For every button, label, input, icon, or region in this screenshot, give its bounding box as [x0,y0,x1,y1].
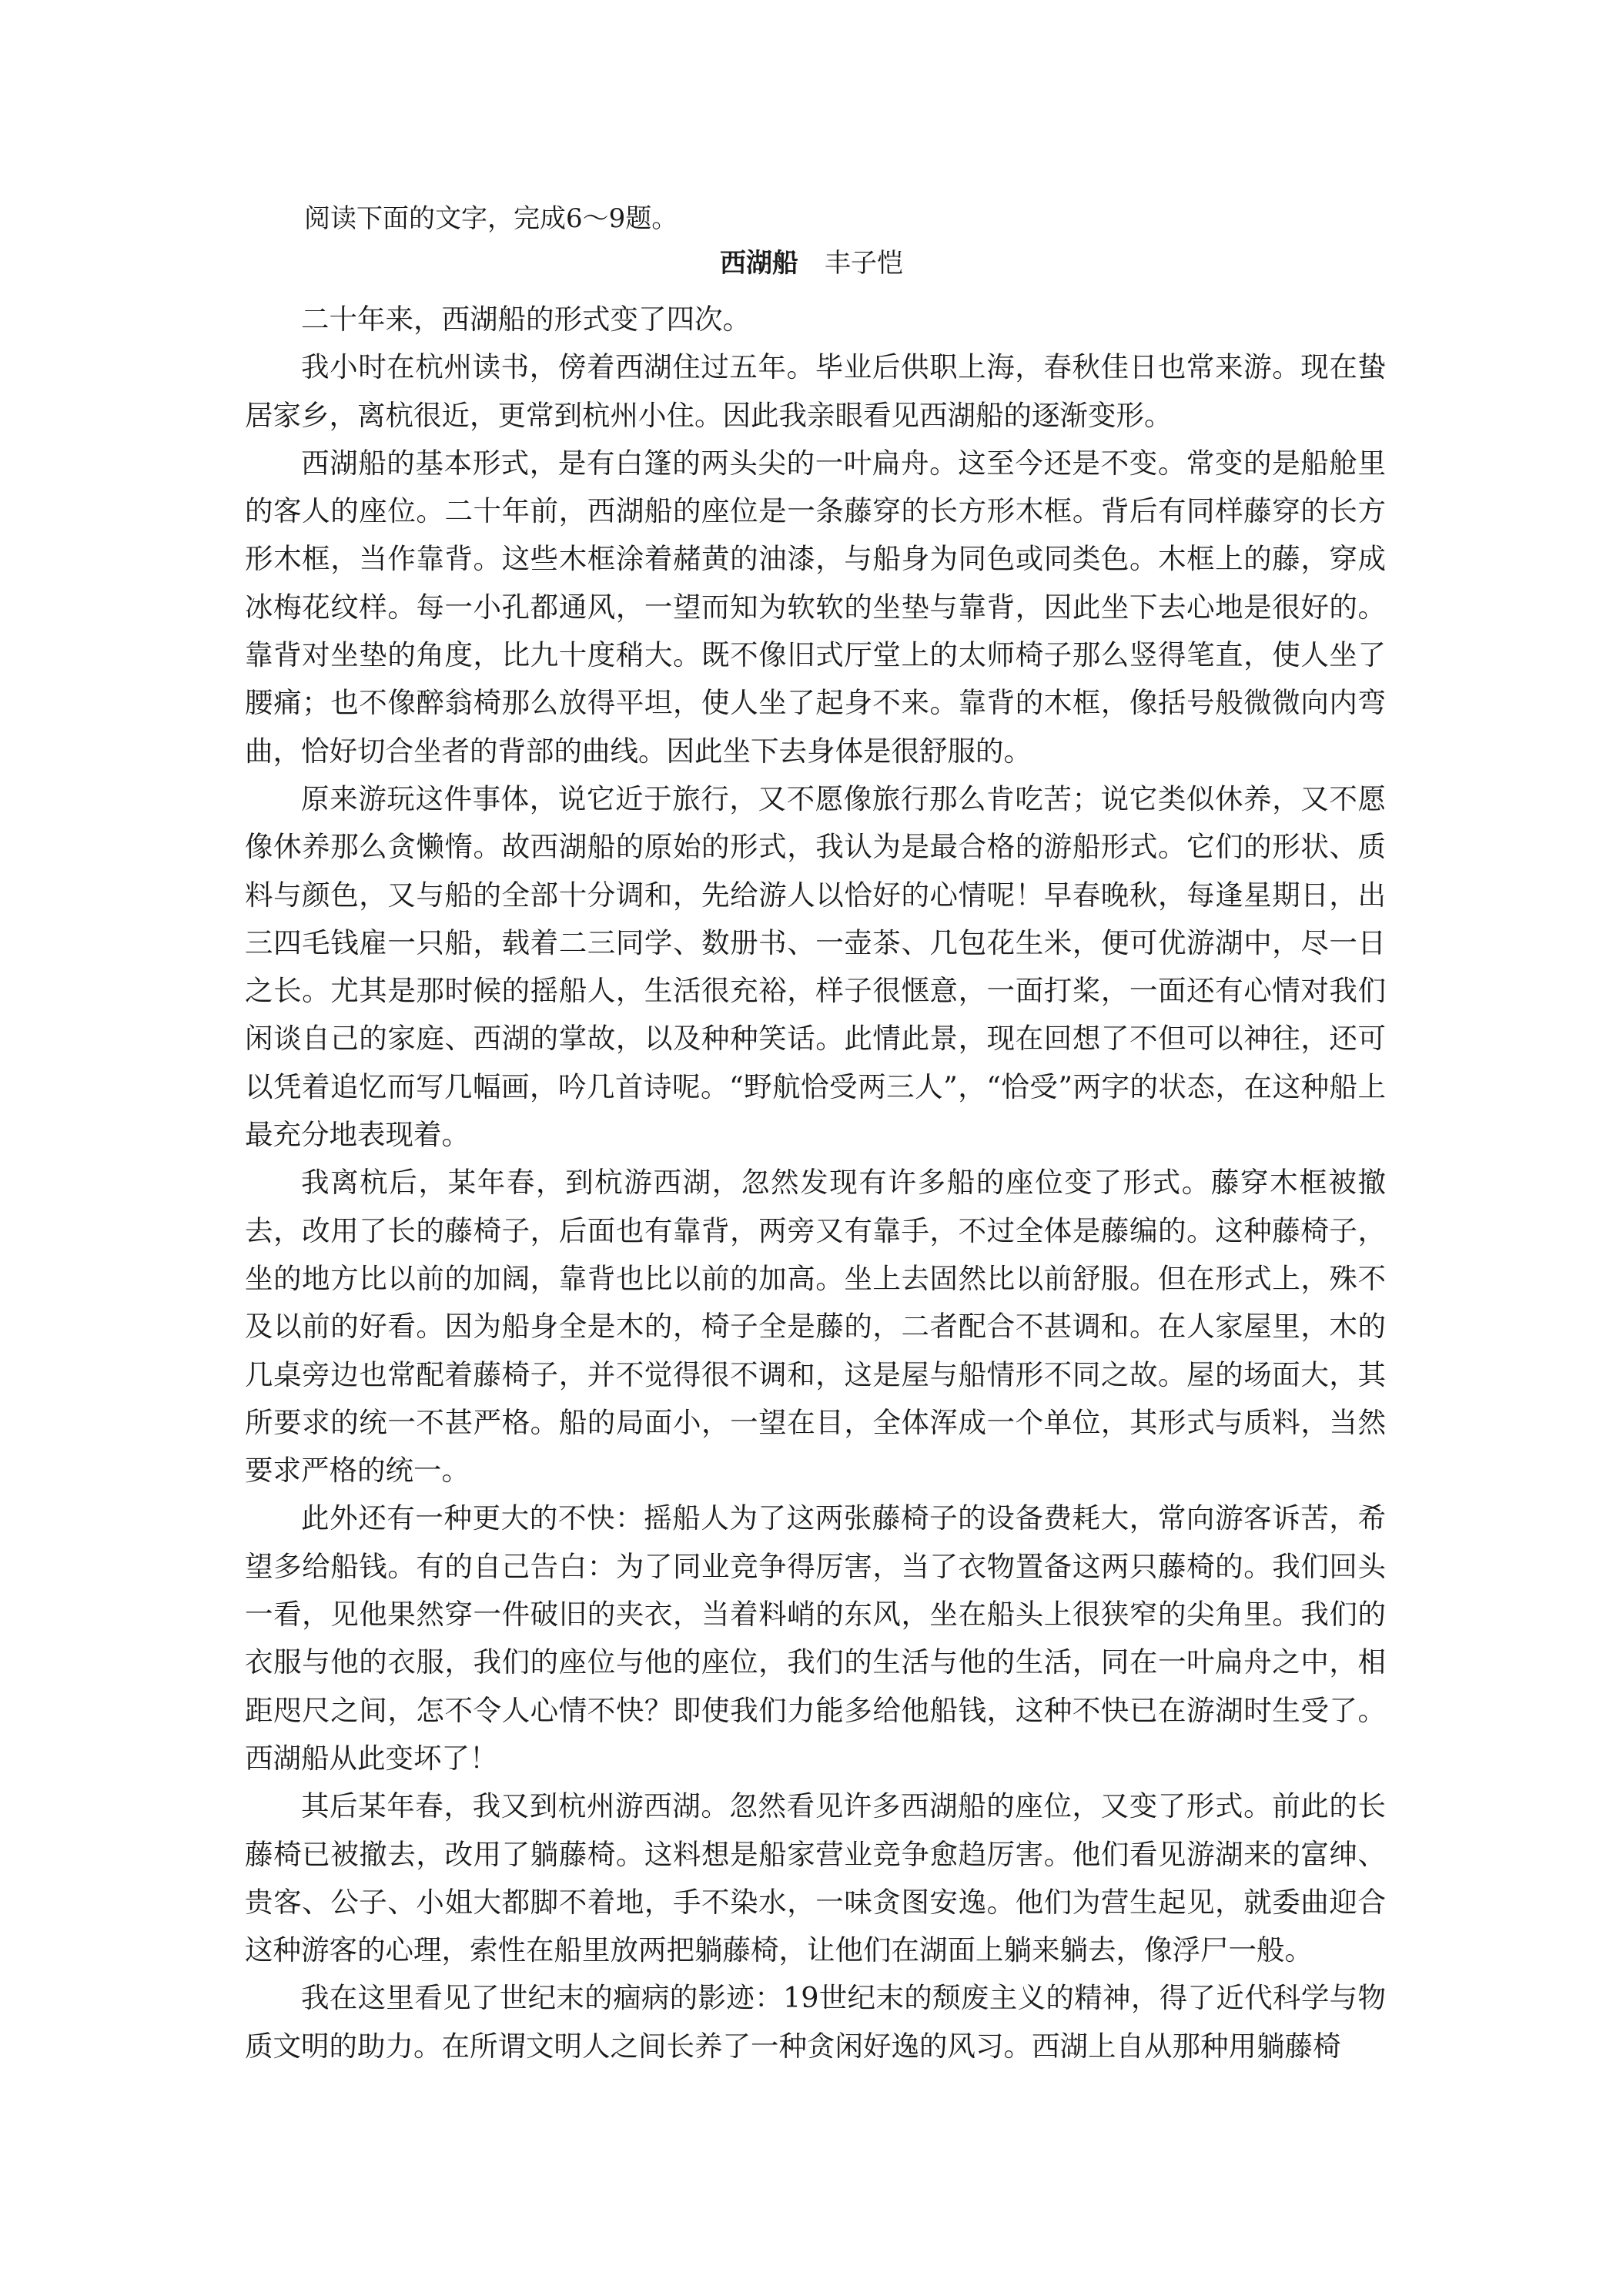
article-title: 西湖船 [720,248,798,279]
paragraph: 原来游玩这件事体，说它近于旅行，又不愿像旅行那么肯吃苦；说它类似休养，又不愿像休养那么贪懒惰。故西湖船的原始的形式，我认为是最合格的游船形式。它们的形状、质料与颜色，又与船的全部十分调和，先给游人以恰好的心情呢！早春晚秋，每逢星期日，出三四毛钱雇一只船，载着二三同学、数册书、一壶茶、几包花生米，便可优游湖中，尽一日之长。尤其是那时候的摇船人，生活很充裕，样子很惬意，一面打桨，一面还有心情对我们闲谈自己的家庭、西湖的掌故，以及种种笑话。此情此景，现在回想了不但可以神往，还可以凭着追忆而写几幅画，吟几首诗呢。“野航恰受两三人”，“恰受”两字的状态，在这种船上最充分地表现着。 [245,782,1386,1152]
paragraph: 二十年来，西湖船的形式变了四次。 [301,303,751,336]
question-instruction: 阅读下面的文字，完成6～9题。 [304,203,678,234]
paragraph: 我在这里看见了世纪末的痼病的影迹：19世纪末的颓废主义的精神，得了近代科学与物质文明的助力。在所谓文明人之间长养了一种贪闲好逸的风习。西湖上自从那种用躺藤椅 [245,1981,1386,2063]
paragraph: 我离杭后，某年春，到杭游西湖，忽然发现有许多船的座位变了形式。藤穿木框被撤去，改用了长的藤椅子，后面也有靠背，两旁又有靠手，不过全体是藤编的。这种藤椅子，坐的地方比以前的加阔，靠背也比以前的加高。坐上去固然比以前舒服。但在形式上，殊不及以前的好看。因为船身全是木的，椅子全是藤的，二者配合不甚调和。在人家屋里，木的几桌旁边也常配着藤椅子，并不觉得很不调和，这是屋与船情形不同之故。屋的场面大，其所要求的统一不甚严格。船的局面小，一望在目，全体浑成一个单位，其形式与质料，当然要求严格的统一。 [245,1166,1386,1488]
paragraph: 其后某年春，我又到杭州游西湖。忽然看见许多西湖船的座位，又变了形式。前此的长藤椅已被撤去，改用了躺藤椅。这料想是船家营业竞争愈趋厉害。他们看见游湖来的富绅、贵客、公子、小姐大都脚不着地，手不染水，一味贪图安逸。他们为营生起见，就委曲迎合这种游客的心理，索性在船里放两把躺藤椅，让他们在湖面上躺来躺去，像浮尸一般。 [245,1789,1386,1967]
article-body [245,296,1386,2070]
article-heading [0,246,1623,280]
paragraph: 西湖船的基本形式，是有白篷的两头尖的一叶扁舟。这至今还是不变。常变的是船舱里的客人的座位。二十年前，西湖船的座位是一条藤穿的长方形木框。背后有同样藤穿的长方形木框，当作靠背。这些木框涂着赭黄的油漆，与船身为同色或同类色。木框上的藤，穿成冰梅花纹样。每一小孔都通风，一望而知为软软的坐垫与靠背，因此坐下去心地是很好的。靠背对坐垫的角度，比九十度稍大。既不像旧式厅堂上的太师椅子那么竖得笔直，使人坐了腰痛；也不像醉翁椅那么放得平坦，使人坐了起身不来。靠背的木框，像括号般微微向内弯曲，恰好切合坐者的背部的曲线。因此坐下去身体是很舒服的。 [245,446,1386,768]
article-author: 丰子恺 [825,248,903,279]
paragraph: 我小时在杭州读书，傍着西湖住过五年。毕业后供职上海，春秋佳日也常来游。现在蛰居家乡，离杭很近，更常到杭州小住。因此我亲眼看见西湖船的逐渐变形。 [245,350,1386,432]
paragraph: 此外还有一种更大的不快：摇船人为了这两张藤椅子的设备费耗大，常向游客诉苦，希望多给船钱。有的自己告白：为了同业竞争得厉害，当了衣物置备这两只藤椅的。我们回头一看，见他果然穿一件破旧的夹衣，当着料峭的东风，坐在船头上很狭窄的尖角里。我们的衣服与他的衣服，我们的座位与他的座位，我们的生活与他的生活，同在一叶扁舟之中，相距咫尺之间，怎不令人心情不快？即使我们力能多给他船钱，这种不快已在游湖时生受了。西湖船从此变坏了！ [245,1501,1386,1775]
